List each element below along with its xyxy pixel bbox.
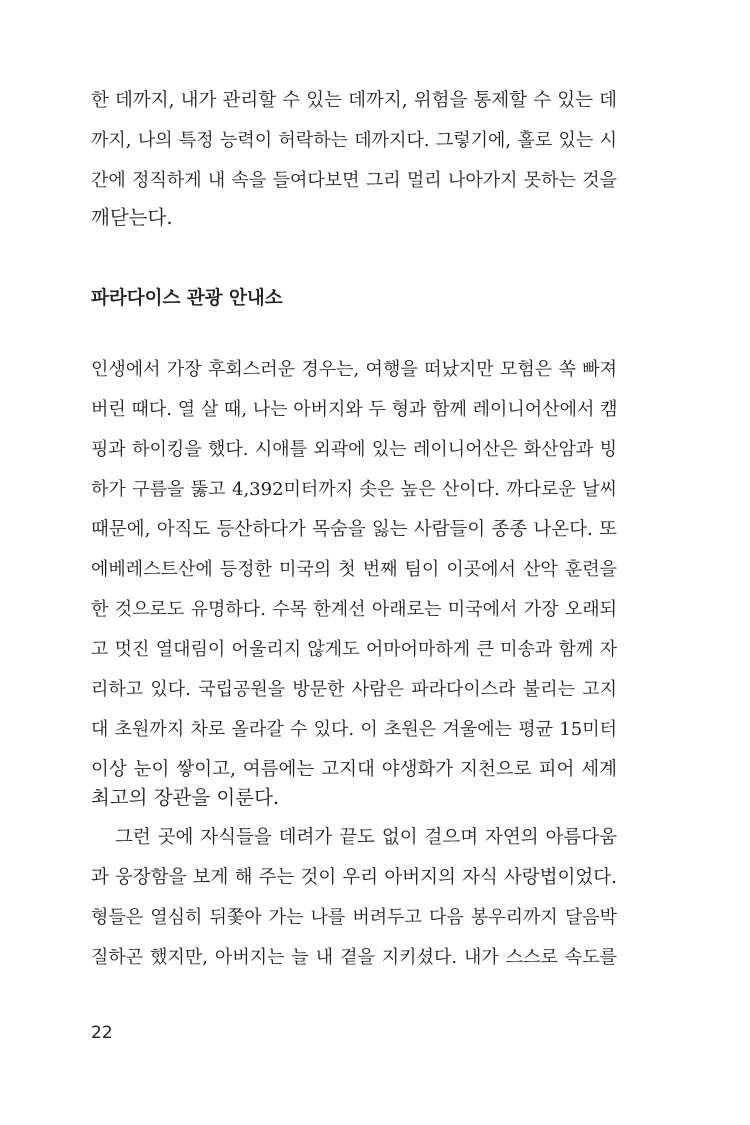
text-line: 고 멋진 열대림이 어울리지 않게도 어마어마하게 큰 미송과 함께 자 [91,639,617,660]
text-line: 이상 눈이 쌓이고, 여름에는 고지대 야생화가 지천으로 피어 세계 [91,759,617,780]
text-line: 리하고 있다. 국립공원을 방문한 사람은 파라다이스라 불리는 고지 [91,679,617,700]
section-heading: 파라다이스 관광 안내소 [91,288,283,309]
text-line: 핑과 하이킹을 했다. 시애틀 외곽에 있는 레이니어산은 화산암과 빙 [91,439,617,460]
text-line: 최고의 장관을 이룬다. [91,786,280,809]
text-line: 하가 구름을 뚫고 4,392미터까지 솟은 높은 산이다. 까다로운 날씨 [91,479,617,500]
book-page [91,0,617,1125]
text-line: 한 데까지, 내가 관리할 수 있는 데까지, 위험을 통제할 수 있는 데 [91,90,617,111]
text-line: 버린 때다. 열 살 때, 나는 아버지와 두 형과 함께 레이니어산에서 캠 [91,399,618,420]
text-line: 대 초원까지 차로 올라갈 수 있다. 이 초원은 겨울에는 평균 15미터 [91,719,617,740]
text-line: 때문에, 아직도 등산하다가 목숨을 잃는 사람들이 종종 나온다. 또 [91,519,617,540]
text-line: 질하곤 했지만, 아버지는 늘 내 곁을 지키셨다. 내가 스스로 속도를 [91,947,617,968]
text-line: 깨닫는다. [91,206,173,229]
text-line: 과 웅장함을 보게 해 주는 것이 우리 아버지의 자식 사랑법이었다. [91,867,617,888]
text-line: 한 것으로도 유명하다. 수목 한계선 아래로는 미국에서 가장 오래되 [91,599,617,620]
text-line: 간에 정직하게 내 속을 들여다보면 그리 멀리 나아가지 못하는 것을 [91,170,617,191]
text-line: 에베레스트산에 등정한 미국의 첫 번째 팀이 이곳에서 산악 훈련을 [91,559,617,580]
text-line: 형들은 열심히 뒤쫓아 가는 나를 버려두고 다음 봉우리까지 달음박 [91,907,617,928]
text-line: 까지, 나의 특정 능력이 허락하는 데까지다. 그렇기에, 홀로 있는 시 [91,130,617,151]
text-line: 그런 곳에 자식들을 데려가 끝도 없이 걸으며 자연의 아름다움 [115,827,617,848]
text-line: 인생에서 가장 후회스러운 경우는, 여행을 떠났지만 모험은 쏙 빠져 [91,359,617,380]
page-number: 22 [91,1023,113,1043]
